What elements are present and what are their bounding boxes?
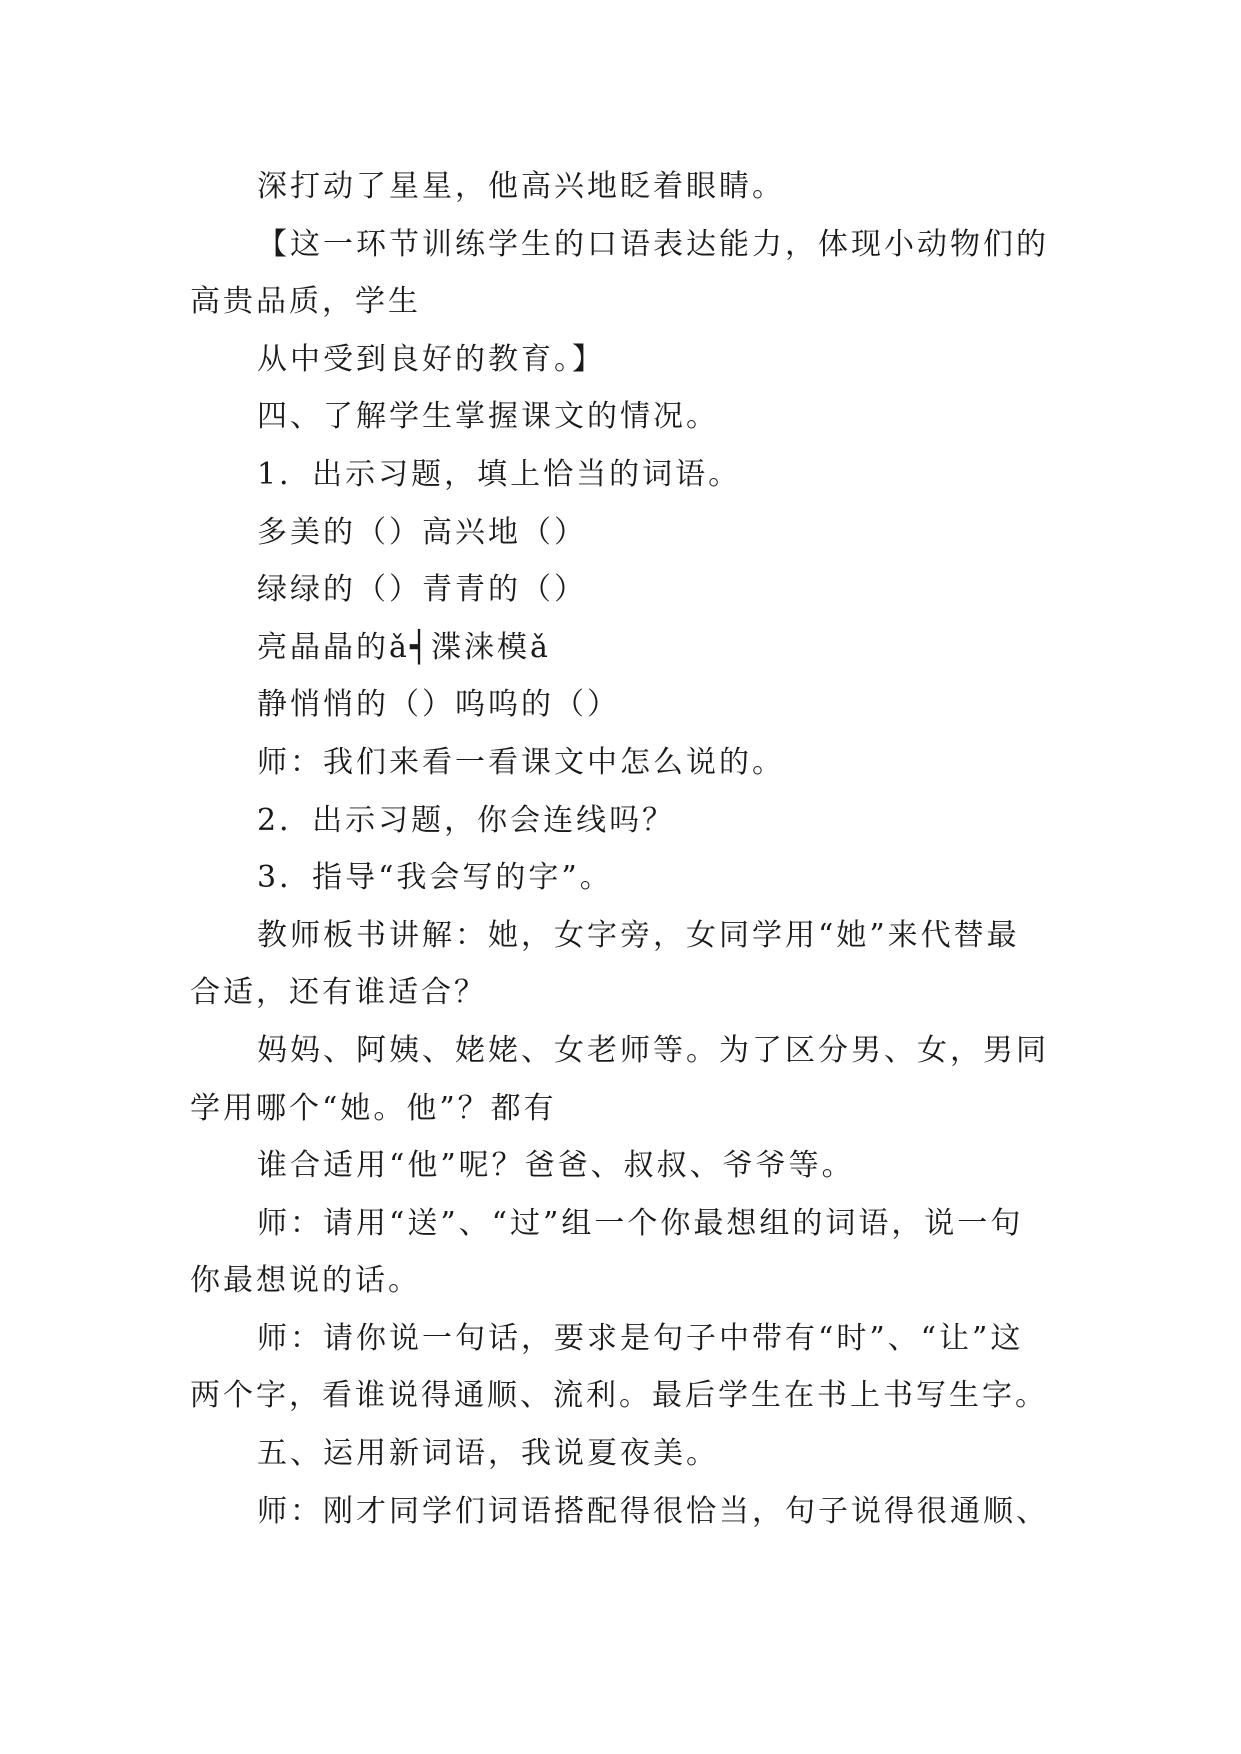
text-line: 高贵品质，学生 — [190, 284, 421, 320]
text-line: 静悄悄的（）呜呜的（） — [257, 687, 620, 723]
text-line: 绿绿的（）青青的（） — [257, 572, 587, 608]
text-line: 2．出示习题，你会连线吗？ — [257, 802, 676, 838]
text-line: 3．指导“我会写的字”。 — [257, 860, 613, 896]
section-heading: 四、了解学生掌握课文的情况。 — [257, 399, 719, 435]
text-line: 师：刚才同学们词语搭配得很恰当，句子说得很通顺、 — [257, 1493, 1049, 1529]
text-line: 学用哪个“她。他”？都有 — [190, 1090, 557, 1126]
text-line: 1．出示习题，填上恰当的词语。 — [257, 456, 742, 492]
text-line: 合适，还有谁适合？ — [190, 975, 487, 1011]
text-line: 两个字，看谁说得通顺、流利。最后学生在书上书写生字。 — [190, 1378, 1048, 1414]
text-line: 师：请用“送”、“过”组一个你最想组的词语，说一句 — [257, 1205, 1024, 1241]
text-line: 亮晶晶的ǎ┥渫涞模ǎ — [257, 629, 551, 665]
text-line: 师：请你说一句话，要求是句子中带有“时”、“让”这 — [257, 1320, 1024, 1356]
text-line: 妈妈、阿姨、姥姥、女老师等。为了区分男、女，男同 — [257, 1032, 1049, 1068]
document-body — [190, 158, 1070, 1540]
text-line: 【这一环节训练学生的口语表达能力，体现小动物们的 — [257, 226, 1049, 262]
text-line: 深打动了星星，他高兴地眨着眼睛。 — [257, 169, 785, 204]
text-line: 你最想说的话。 — [190, 1263, 421, 1299]
text-line: 教师板书讲解：她，女字旁，女同学用“她”来代替最 — [257, 917, 1020, 953]
section-heading: 五、运用新词语，我说夏夜美。 — [257, 1436, 719, 1472]
text-line: 师：我们来看一看课文中怎么说的。 — [257, 744, 785, 780]
text-line: 从中受到良好的教育。】 — [257, 341, 605, 377]
text-line: 谁合适用“他”呢？爸爸、叔叔、爷爷等。 — [257, 1148, 855, 1184]
text-line: 多美的（）高兴地（） — [257, 514, 587, 550]
